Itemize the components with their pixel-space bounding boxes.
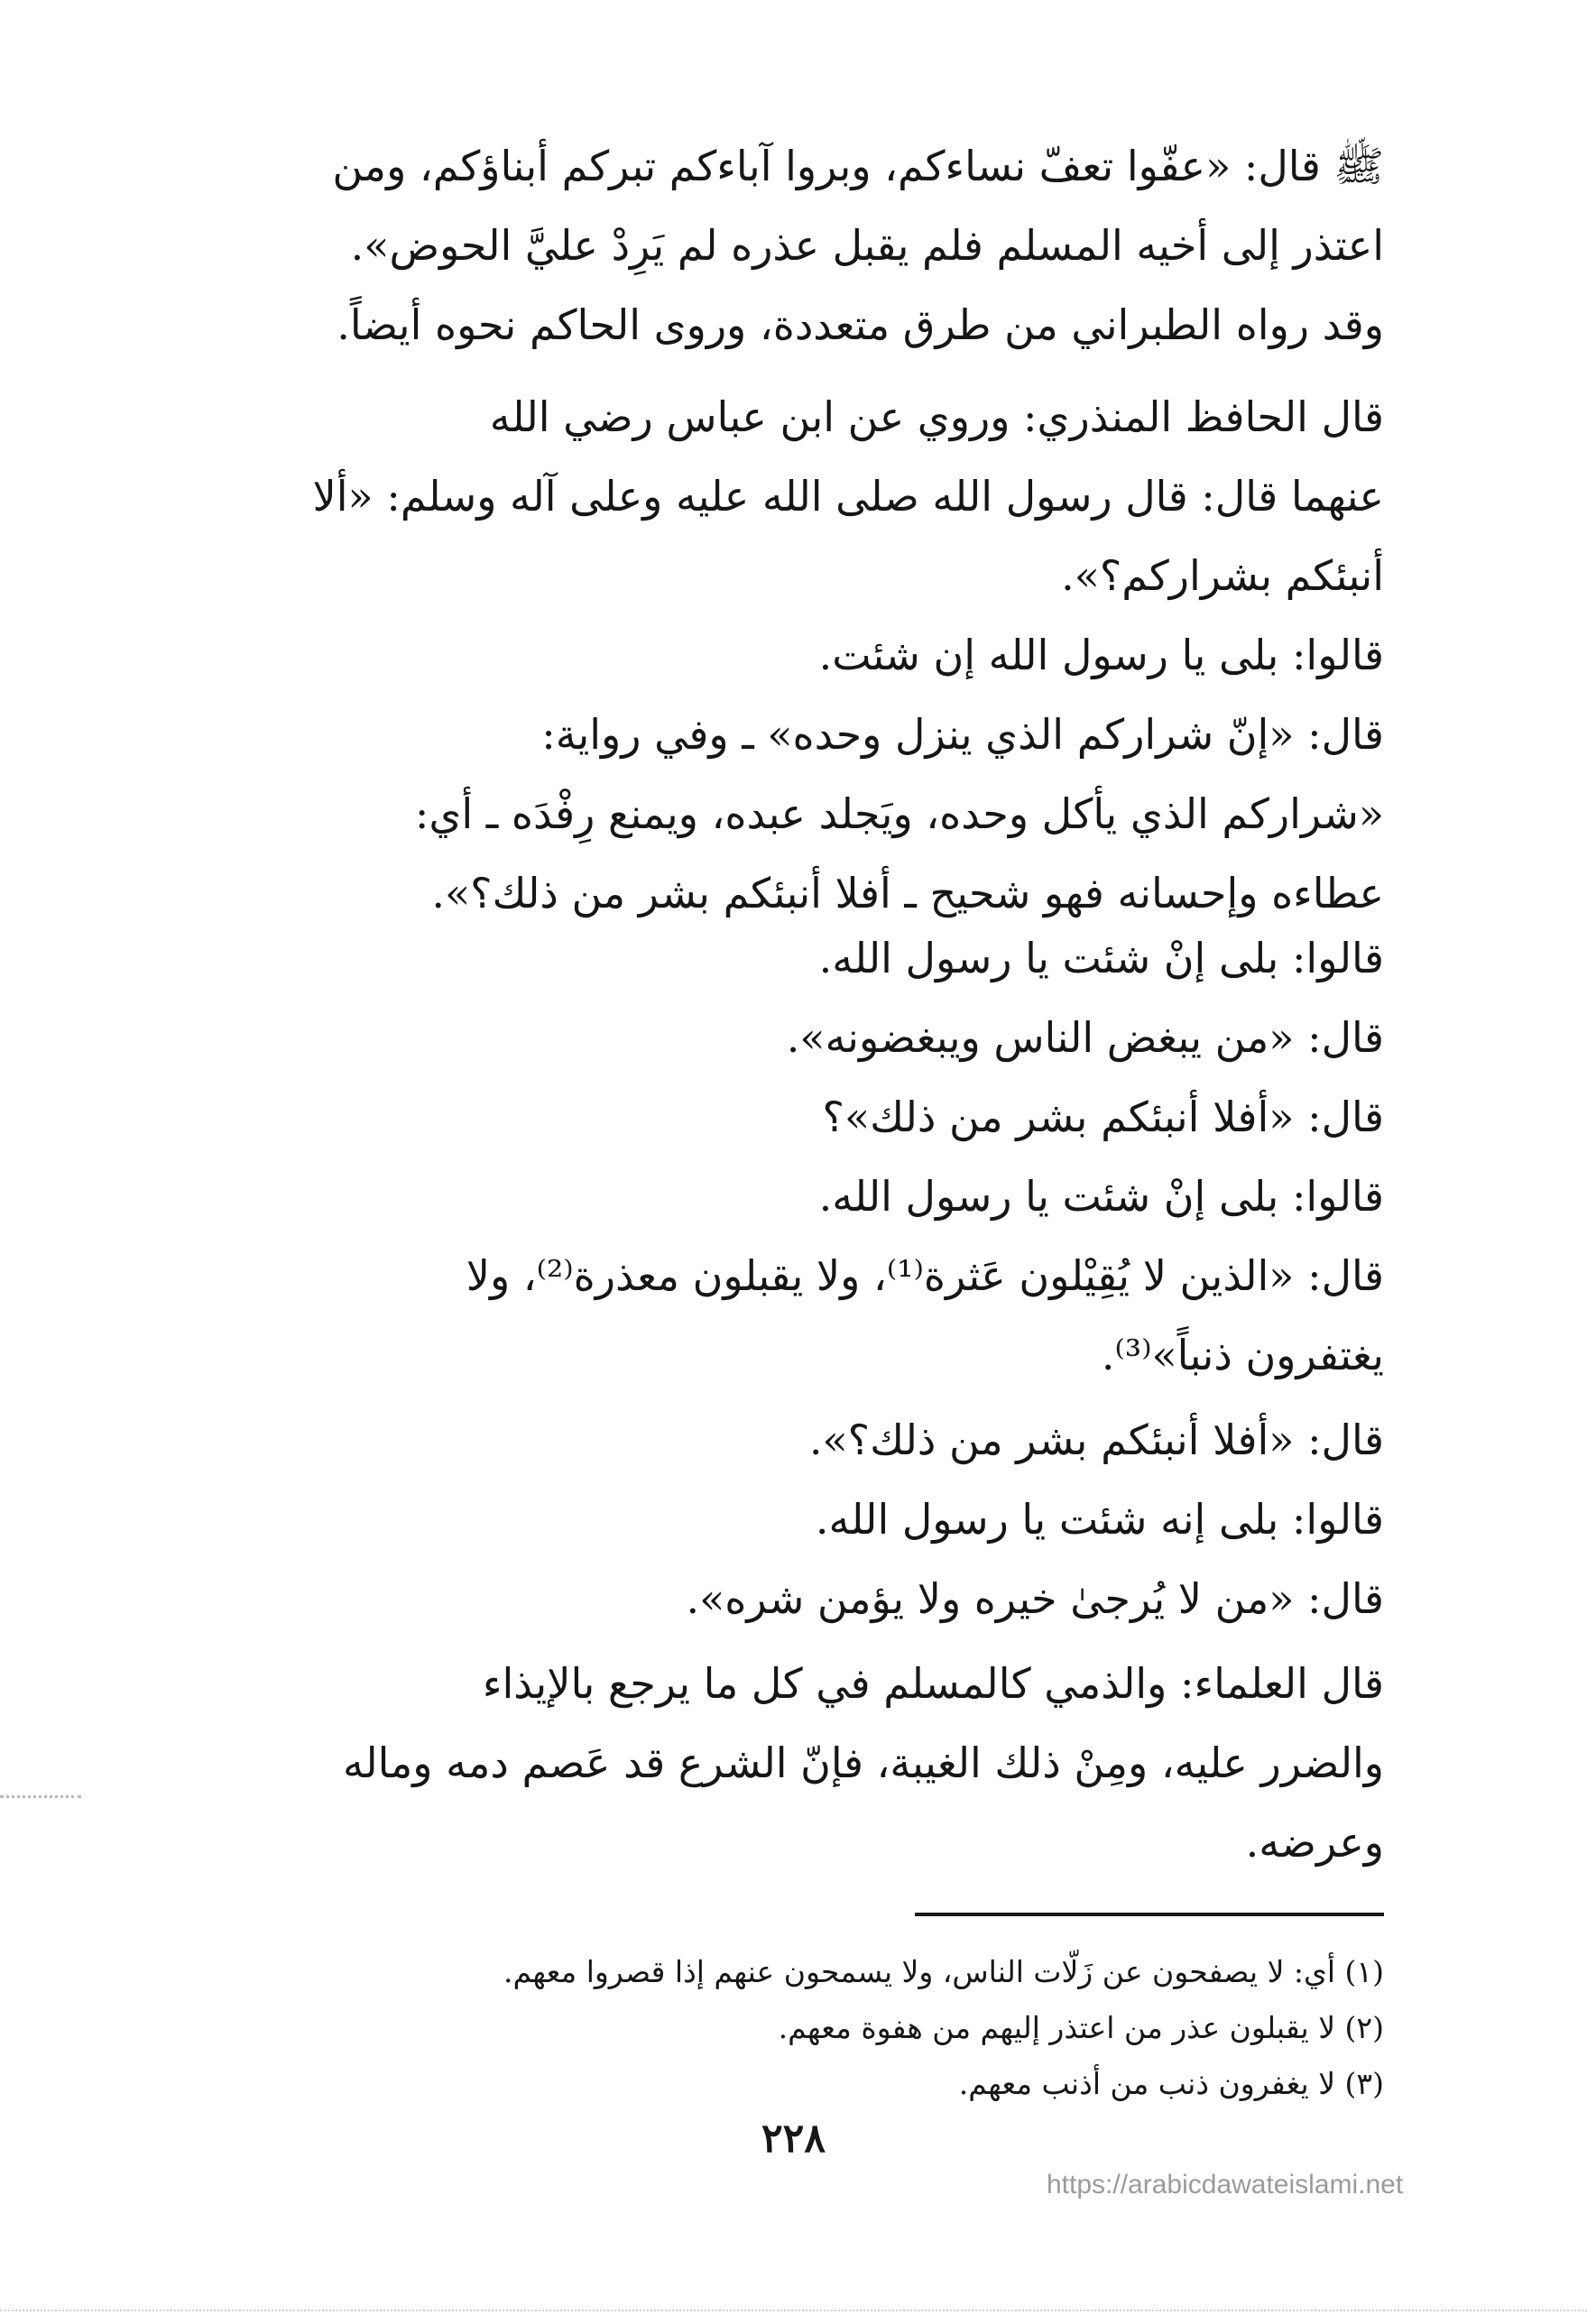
page-number: ٢٢٨ xyxy=(761,2116,826,2162)
footnotes xyxy=(193,1944,1384,2112)
footnote-3: (٣) لا يغفرون ذنب من أذنب معهم. xyxy=(958,2066,1384,2101)
text-line: قال: «أفلا أنبئكم بشر من ذلك؟». xyxy=(808,1416,1384,1464)
text-line: يغتفرون ذنباً»⁽³⁾. xyxy=(1101,1331,1384,1379)
text-line: أنبئكم بشراركم؟». xyxy=(1061,551,1384,600)
text-line: قال: «من يبغض الناس ويبغضونه». xyxy=(786,1013,1384,1062)
text-line: قال: «الذين لا يُقِيْلون عَثرة⁽¹⁾، ولا يقبلون معذرة⁽²⁾، ولا xyxy=(466,1251,1384,1300)
text-line: قال الحافظ المنذري: وروي عن ابن عباس رضي الله xyxy=(489,392,1384,441)
paragraph-dialogue-2 xyxy=(193,1400,1384,1638)
text-line: والضرر عليه، ومِنْ ذلك الغيبة، فإنّ الشرع قد عَصم دمه وماله xyxy=(342,1738,1384,1787)
text-line: قالوا: بلى إنْ شئت يا رسول الله. xyxy=(818,1172,1384,1221)
text-line: قالوا: بلى إنْ شئت يا رسول الله. xyxy=(818,934,1384,982)
text-line: اعتذر إلى أخيه المسلم فلم يقبل عذره لم يَرِدْ عليَّ الحوض». xyxy=(350,221,1384,270)
scan-artifact-dots xyxy=(0,1795,81,1798)
paragraph-scholars xyxy=(193,1644,1384,1882)
text-line: وقد رواه الطبراني من طرق متعددة، وروى الحاكم نحوه أيضاً. xyxy=(337,300,1384,349)
paragraph-hadith-forgiveness xyxy=(193,126,1384,364)
scan-artifact-bottom-edge xyxy=(0,2310,1587,2311)
text-line: قالوا: بلى إنه شئت يا رسول الله. xyxy=(815,1495,1384,1544)
text-line: عطاءه وإحسانه فهو شحيح ـ أفلا أنبئكم بشر من ذلك؟». xyxy=(431,869,1384,918)
watermark-url: https://arabicdawateislami.net xyxy=(1047,2170,1404,2200)
text-line: قال: «من لا يُرجىٰ خيره ولا يؤمن شره». xyxy=(686,1574,1384,1623)
footnote-divider xyxy=(915,1913,1384,1916)
text-line: عنهما قال: قال رسول الله صلى الله عليه وعلى آله وسلم: «ألا xyxy=(312,472,1384,521)
text-line: وعرضه. xyxy=(1245,1818,1384,1867)
text-line: قال: «إنّ شراركم الذي ينزل وحده» ـ وفي رواية: xyxy=(541,710,1384,759)
text-line: قال العلماء: والذمي كالمسلم في كل ما يرجع بالإيذاء xyxy=(482,1659,1384,1708)
footnote-1: (١) أي: لا يصفحون عن زَلّات الناس، ولا يسمحون عنهم إذا قصروا معهم. xyxy=(503,1954,1384,1989)
paragraph-hafiz-mundhiri xyxy=(193,377,1384,933)
text-line: قال: «أفلا أنبئكم بشر من ذلك»؟ xyxy=(822,1093,1384,1141)
paragraph-dialogue-1 xyxy=(193,918,1384,1395)
text-line: قالوا: بلى يا رسول الله إن شئت. xyxy=(818,631,1384,679)
text-line: ﷺ قال: «عفّوا تعفّ نساءكم، وبروا آباءكم تبركم أبناؤكم، ومن xyxy=(332,142,1384,190)
text-line: «شراركم الذي يأكل وحده، ويَجلد عبده، ويمنع رِفْدَه ـ أي: xyxy=(414,789,1384,838)
footnote-2: (٢) لا يقبلون عذر من اعتذر إليهم من هفوة معهم. xyxy=(778,2010,1384,2045)
